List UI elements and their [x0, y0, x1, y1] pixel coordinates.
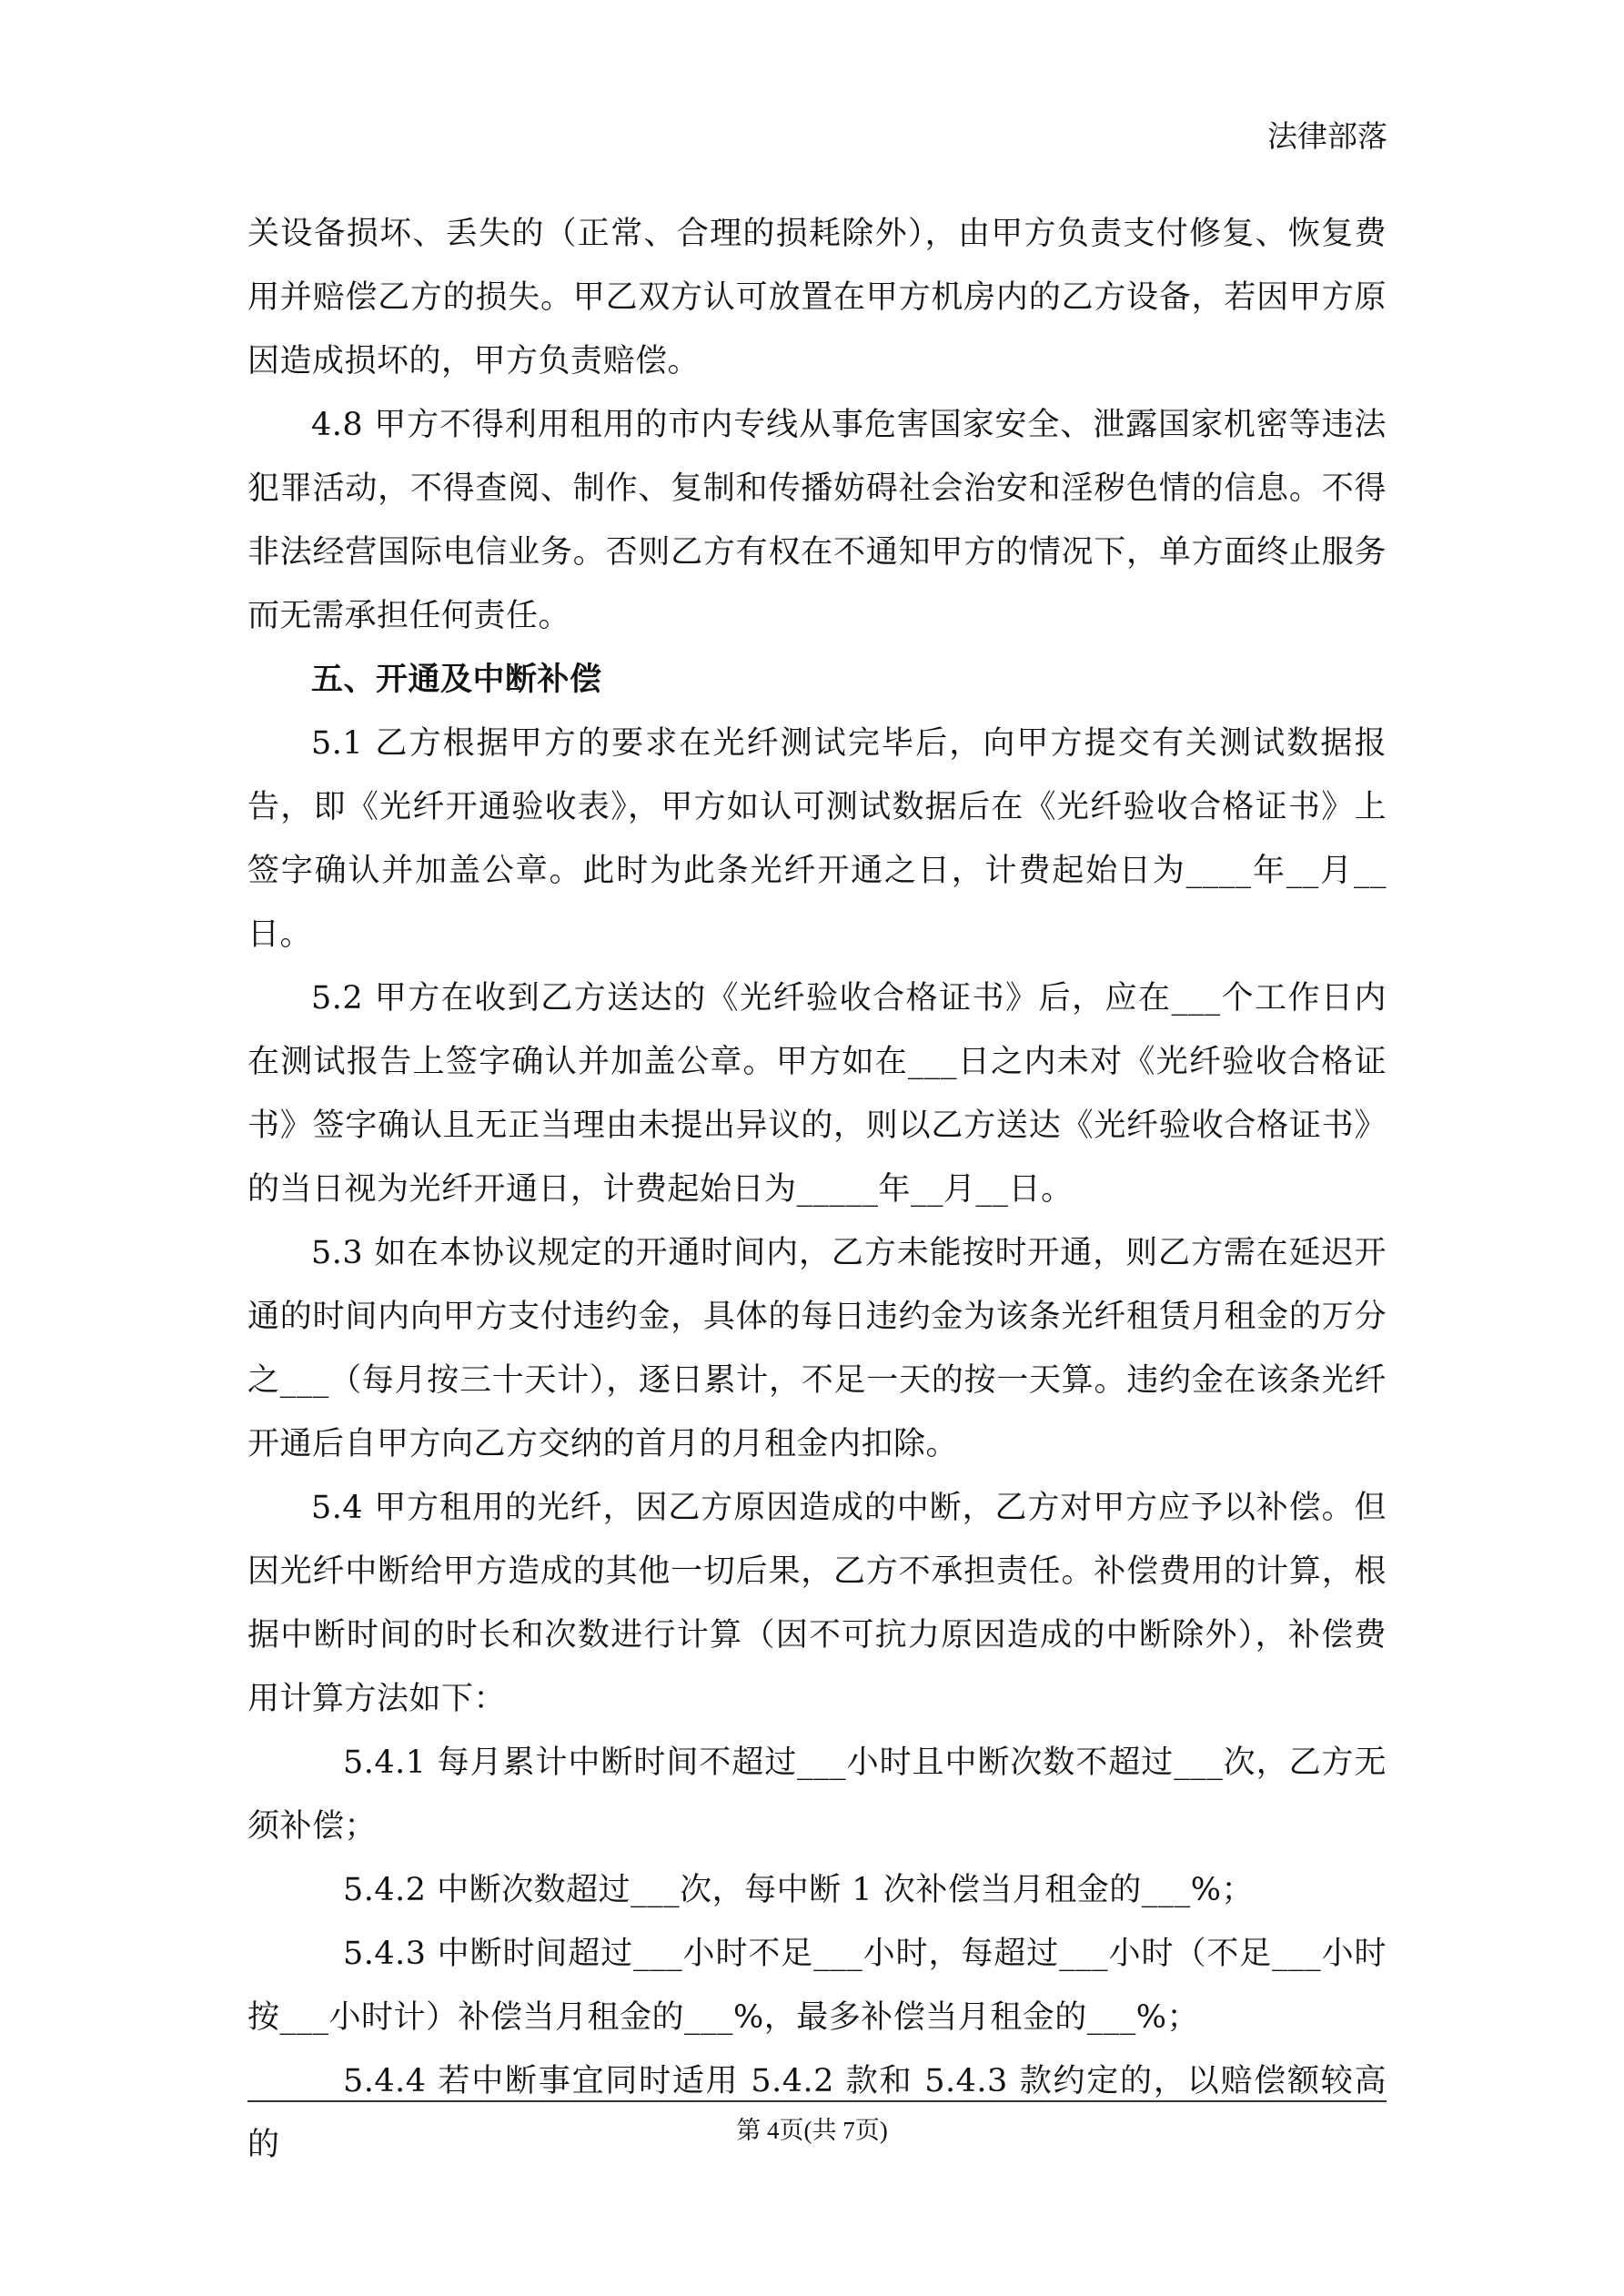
- document-body: [247, 202, 1387, 2177]
- footer-divider: [247, 2100, 1387, 2102]
- paragraph-5-4: 5.4 甲方租用的光纤，因乙方原因造成的中断，乙方对甲方应予以补偿。但因光纤中断给甲方造成的其他一切后果，乙方不承担责任。补偿费用的计算，根据中断时间的时长和次数进行计算（因不可抗力原因造成的中断除外），补偿费用计算方法如下：: [247, 1490, 1387, 1717]
- paragraph-5-4-2: 5.4.2 中断次数超过___次，每中断 1 次补偿当月租金的___%；: [343, 1872, 1254, 1908]
- paragraph-5-4-1: 5.4.1 每月累计中断时间不超过___小时且中断次数不超过___次，乙方无须补偿；: [247, 1745, 1387, 1845]
- header-brand: 法律部落: [1267, 118, 1387, 154]
- section-heading-5: 五、开通及中断补偿: [311, 661, 602, 698]
- paragraph-5-4-4: 5.4.4 若中断事宜同时适用 5.4.2 款和 5.4.3 款约定的，以赔偿额较高的: [247, 2063, 1387, 2163]
- paragraph-continuation: 关设备损坏、丢失的（正常、合理的损耗除外），由甲方负责支付修复、恢复费用并赔偿乙方的损失。甲乙双方认可放置在甲方机房内的乙方设备，若因甲方原因造成损坏的，甲方负责赔偿。: [247, 216, 1387, 379]
- paragraph-5-3: 5.3 如在本协议规定的开通时间内，乙方未能按时开通，则乙方需在延迟开通的时间内向甲方支付违约金，具体的每日违约金为该条光纤租赁月租金的万分之___（每月按三十天计），逐日累计，不足一天的按一天算。违约金在该条光纤开通后自甲方向乙方交纳的首月的月租金内扣除。: [247, 1235, 1387, 1462]
- page-number: 第 4页(共 7页): [736, 2117, 888, 2144]
- paragraph-5-1: 5.1 乙方根据甲方的要求在光纤测试完毕后，向甲方提交有关测试数据报告，即《光纤开通验收表》，甲方如认可测试数据后在《光纤验收合格证书》上签字确认并加盖公章。此时为此条光纤开通之日，计费起始日为____年__月__日。: [247, 725, 1387, 953]
- paragraph-5-4-3: 5.4.3 中断时间超过___小时不足___小时，每超过___小时（不足___小时按___小时计）补偿当月租金的___%，最多补偿当月租金的___%；: [247, 1936, 1387, 2036]
- paragraph-5-2: 5.2 甲方在收到乙方送达的《光纤验收合格证书》后，应在___个工作日内在测试报告上签字确认并加盖公章。甲方如在___日之内未对《光纤验收合格证书》签字确认且无正当理由未提出异议的，则以乙方送达《光纤验收合格证书》的当日视为光纤开通日，计费起始日为_____年__月__日。: [247, 980, 1387, 1208]
- paragraph-4-8: 4.8 甲方不得利用租用的市内专线从事危害国家安全、泄露国家机密等违法犯罪活动，不得查阅、制作、复制和传播妨碍社会治安和淫秽色情的信息。不得非法经营国际电信业务。否则乙方有权在不通知甲方的情况下，单方面终止服务而无需承担任何责任。: [247, 407, 1387, 634]
